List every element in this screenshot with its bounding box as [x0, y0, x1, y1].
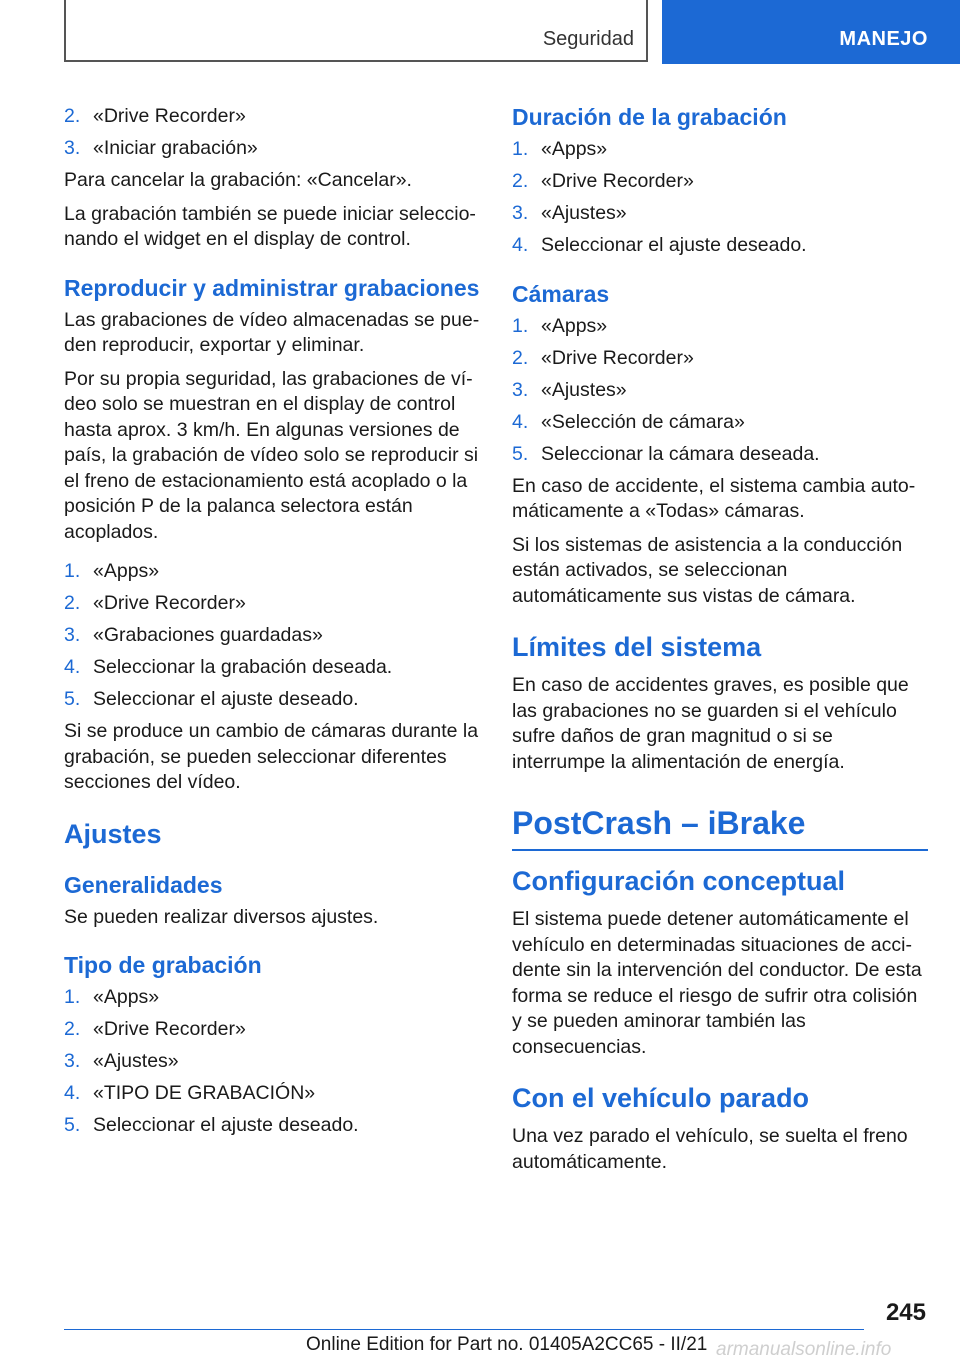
steps-recording-type [64, 985, 480, 1139]
paragraph-assistance: Si los sistemas de asistencia a la conducción están activados, se seleccionan automáticamente sus vistas de cámara. [512, 533, 903, 607]
heading-generalidades: Generalidades [64, 871, 223, 898]
list-item-number: 4. [512, 410, 529, 433]
paragraph-generalidades: Se pueden realizar diversos ajustes. [64, 905, 379, 928]
heading-tipo-grabacion: Tipo de grabación [64, 952, 262, 978]
paragraph-accident: En caso de accidente, el sistema cambia automáticamente a «Todas» cámaras. [512, 474, 916, 522]
steps-play-recording [64, 559, 480, 713]
list-item-number: 4. [64, 656, 81, 678]
list-item-number: 5. [64, 688, 81, 710]
list-item [64, 655, 480, 681]
list-item-number: 3. [512, 378, 529, 401]
list-item-number: 2. [64, 592, 81, 614]
heading-postcrash: PostCrash – iBrake [512, 803, 928, 851]
list-item [64, 1049, 480, 1075]
list-item-number: 1. [512, 138, 529, 160]
list-item-number: 5. [512, 442, 529, 465]
list-item [64, 985, 480, 1011]
list-item-number: 2. [64, 1018, 81, 1040]
list-item-number: 2. [512, 346, 529, 369]
list-item-text: «Apps» [93, 986, 160, 1008]
page-number: 245 [885, 1299, 926, 1326]
list-item [64, 136, 480, 162]
heading-ajustes: Ajustes [64, 818, 162, 849]
list-item [512, 378, 928, 404]
list-item-text: «Ajustes» [93, 1050, 179, 1072]
heading-config: Configuración conceptual [512, 866, 846, 896]
header-chapter-tab[interactable] [662, 0, 960, 64]
list-item-number: 5. [64, 1114, 81, 1136]
header-section-title: Seguridad [542, 28, 634, 50]
list-item [512, 314, 928, 340]
list-item-text: «Drive Recorder» [93, 105, 246, 127]
heading-duracion: Duración de la grabación [512, 104, 787, 130]
list-item-number: 4. [512, 234, 529, 256]
list-item [512, 201, 928, 227]
heading-reproducir: Reproducir y administrar grabaciones [64, 274, 480, 301]
steps-start-recording [64, 104, 480, 162]
paragraph-cancel: Para cancelar la grabación: «Cancelar». [64, 169, 412, 191]
list-item-number: 4. [64, 1082, 81, 1104]
list-item [64, 1081, 480, 1107]
list-item [512, 137, 928, 163]
list-item [64, 1113, 480, 1139]
list-item-number: 3. [64, 624, 81, 646]
list-item-text: «Drive Recorder» [93, 1018, 246, 1040]
steps-duration [512, 137, 928, 259]
paragraph-reproducir-2: Por su propia seguridad, las grabaciones de vídeo solo se muestran en el display de control hasta aprox. 3 km/h. En algunas versiones de país, la grabación de vídeo solo se reproducir si el freno de estacionamiento está acoplado o la posición P de la palanca selectora están acoplados. [64, 367, 479, 543]
steps-cameras [512, 314, 928, 468]
list-item [512, 233, 928, 259]
list-item [512, 169, 928, 195]
list-item [64, 1017, 480, 1043]
list-item-number: 3. [512, 202, 529, 224]
list-item-number: 3. [64, 1050, 81, 1072]
list-item-text: «Apps» [541, 138, 608, 160]
list-item-number: 1. [512, 314, 529, 337]
list-item-number: 2. [512, 170, 529, 192]
list-item-text: «Selección de cámara» [541, 410, 745, 433]
paragraph-parado: Una vez parado el vehículo, se suelta el freno automáticamente. [512, 1125, 908, 1173]
list-item-number: 3. [64, 137, 81, 159]
list-item-text: «Ajustes» [541, 202, 627, 224]
footer-divider [64, 1329, 864, 1330]
heading-camaras: Cámaras [512, 280, 610, 307]
list-item-text: «Apps» [93, 560, 160, 582]
paragraph-reproducir-1: Las grabaciones de vídeo almacenadas se pueden reproducir, exportar y eliminar. [64, 308, 480, 356]
list-item-text: Seleccionar la grabación deseada. [93, 656, 393, 678]
list-item [64, 623, 480, 649]
list-item [64, 104, 480, 130]
left-column [64, 104, 480, 1145]
header-section-box [64, 0, 648, 62]
list-item [512, 346, 928, 372]
heading-limites: Límites del sistema [512, 632, 762, 662]
list-item-text: Seleccionar el ajuste deseado. [93, 1114, 359, 1136]
paragraph-limites: En caso de accidentes graves, es posible que las grabaciones no se guarden si el vehículo sufre daños de gran magnitud o si se interrumpe la alimentación de energía. [512, 674, 909, 773]
list-item [64, 591, 480, 617]
list-item-text: «Apps» [541, 314, 608, 337]
footer-edition: Online Edition for Part no. 01405A2CC65 - II/21 [306, 1334, 708, 1355]
paragraph-widget: La grabación también se puede iniciar seleccionando el widget en el display de control. [64, 202, 476, 250]
list-item-text: Seleccionar el ajuste deseado. [541, 234, 807, 256]
list-item-text: «Grabaciones guardadas» [93, 624, 323, 646]
paragraph-config: El sistema puede detener automáticamente el vehículo en determinadas situaciones de accidente sin la intervención del conductor. De esta forma se reduce el riesgo de sufrir otra colisión y se pueden aminorar también las consecuencias. [512, 908, 922, 1058]
list-item-text: «Drive Recorder» [541, 170, 694, 192]
list-item-text: Seleccionar la cámara deseada. [541, 442, 820, 465]
list-item-text: «Drive Recorder» [93, 592, 246, 614]
header-chapter-label: MANEJO [839, 28, 928, 50]
list-item-text: Seleccionar el ajuste deseado. [93, 688, 359, 710]
paragraph-camera-change: Si se produce un cambio de cámaras durante la grabación, se pueden seleccionar diferentes secciones del vídeo. [64, 720, 479, 793]
list-item [64, 687, 480, 713]
list-item [64, 559, 480, 585]
list-item-number: 1. [64, 560, 81, 582]
right-column [512, 104, 928, 1183]
list-item [512, 410, 928, 436]
list-item [512, 442, 928, 468]
list-item-text: «Ajustes» [541, 378, 627, 401]
heading-parado: Con el vehículo parado [512, 1083, 810, 1113]
list-item-number: 2. [64, 105, 81, 127]
list-item-text: «Iniciar grabación» [93, 137, 258, 159]
footer-watermark: armanualsonline.info [716, 1339, 892, 1360]
list-item-text: «TIPO DE GRABACIÓN» [93, 1082, 316, 1104]
list-item-number: 1. [64, 986, 81, 1008]
list-item-text: «Drive Recorder» [541, 346, 694, 369]
